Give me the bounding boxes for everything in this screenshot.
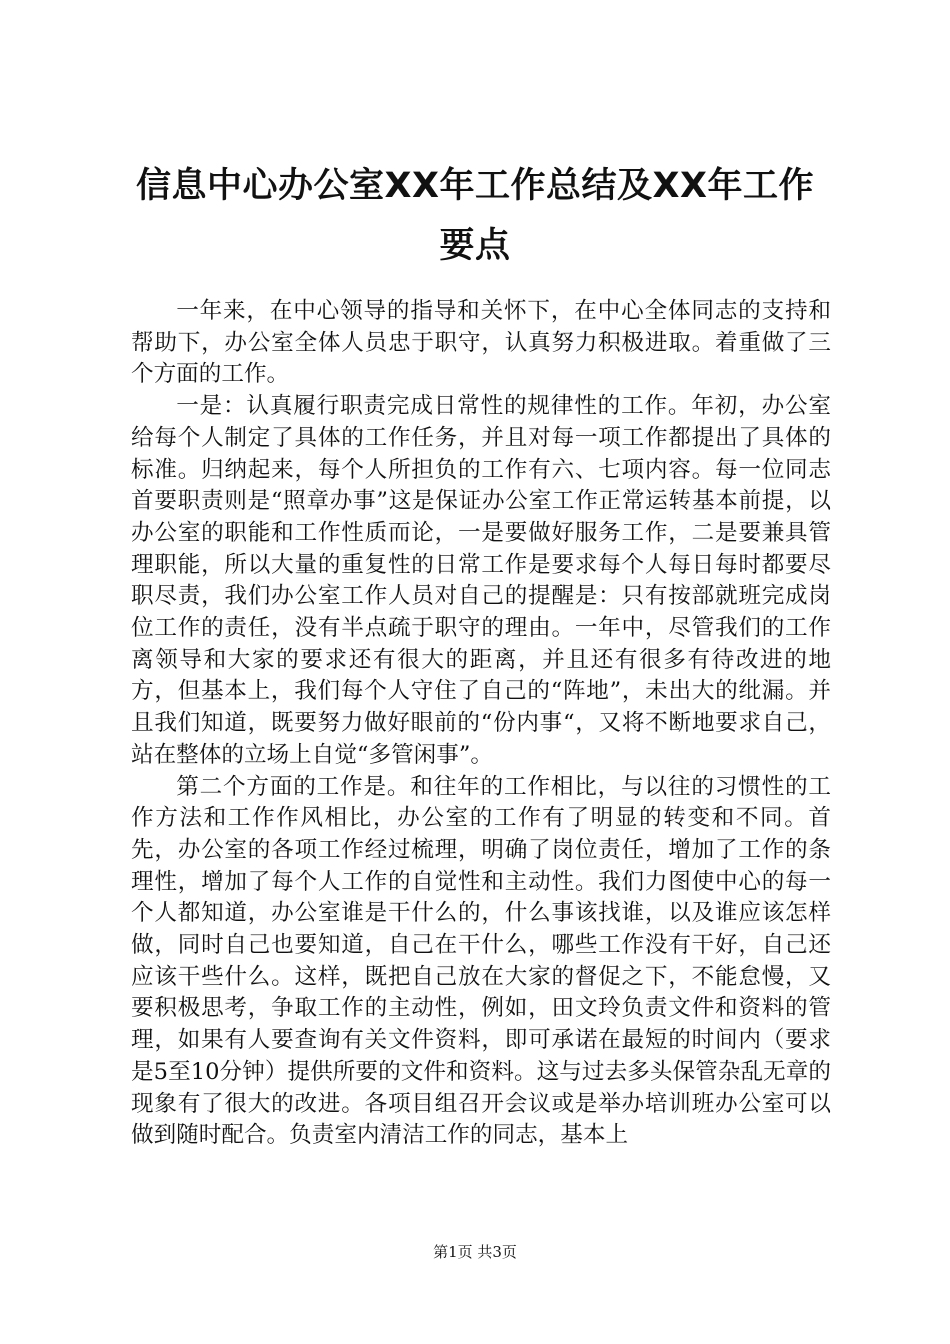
document-title: 信息中心办公室XX年工作总结及XX年工作要点 (136, 166, 814, 266)
document-body (131, 296, 831, 1152)
page-number-footer: 第1页 共3页 (433, 1243, 517, 1261)
paragraph-intro: 一年来，在中心领导的指导和关怀下，在中心全体同志的支持和帮助下，办公室全体人员忠于职守，认真努力积极进取。着重做了三个方面的工作。 (131, 298, 831, 388)
paragraph-first-aspect: 一是：认真履行职责完成日常性的规律性的工作。年初，办公室给每个人制定了具体的工作任务，并且对每一项工作都提出了具体的标准。归纳起来，每个人所担负的工作有六、七项内容。每一位同志首要职责则是“照章办事”这是保证办公室工作正常运转基本前提，以办公室的职能和工作性质而论，一是要做好服务工作，二是要兼具管理职能，所以大量的重复性的日常工作是要求每个人每日每时都要尽职尽责，我们办公室工作人员对自己的提醒是：只有按部就班完成岗位工作的责任，没有半点疏于职守的理由。一年中，尽管我们的工作离领导和大家的要求还有很大的距离，并且还有很多有待改进的地方，但基本上，我们每个人守住了自己的“阵地”，未出大的纰漏。并且我们知道，既要努力做好眼前的“份内事“，又将不断地要求自己，站在整体的立场上自觉“多管闲事”。 (131, 393, 831, 768)
paragraph-second-aspect: 第二个方面的工作是。和往年的工作相比，与以往的习惯性的工作方法和工作作风相比，办公室的工作有了明显的转变和不同。首先，办公室的各项工作经过梳理，明确了岗位责任，增加了工作的条理性，增加了每个人工作的自觉性和主动性。我们力图使中心的每一个人都知道，办公室谁是干什么的，什么事该找谁，以及谁应该怎样做，同时自己也要知道，自己在干什么，哪些工作没有干好，自己还应该干些什么。这样，既把自己放在大家的督促之下，不能怠慢，又要积极思考，争取工作的主动性，例如，田文玲负责文件和资料的管理，如果有人要查询有关文件资料，即可承诺在最短的时间内（要求是5至10分钟）提供所要的文件和资料。这与过去多头保管杂乱无章的现象有了很大的改进。各项目组召开会议或是举办培训班办公室可以做到随时配合。负责室内清洁工作的同志，基本上 (131, 773, 831, 1149)
